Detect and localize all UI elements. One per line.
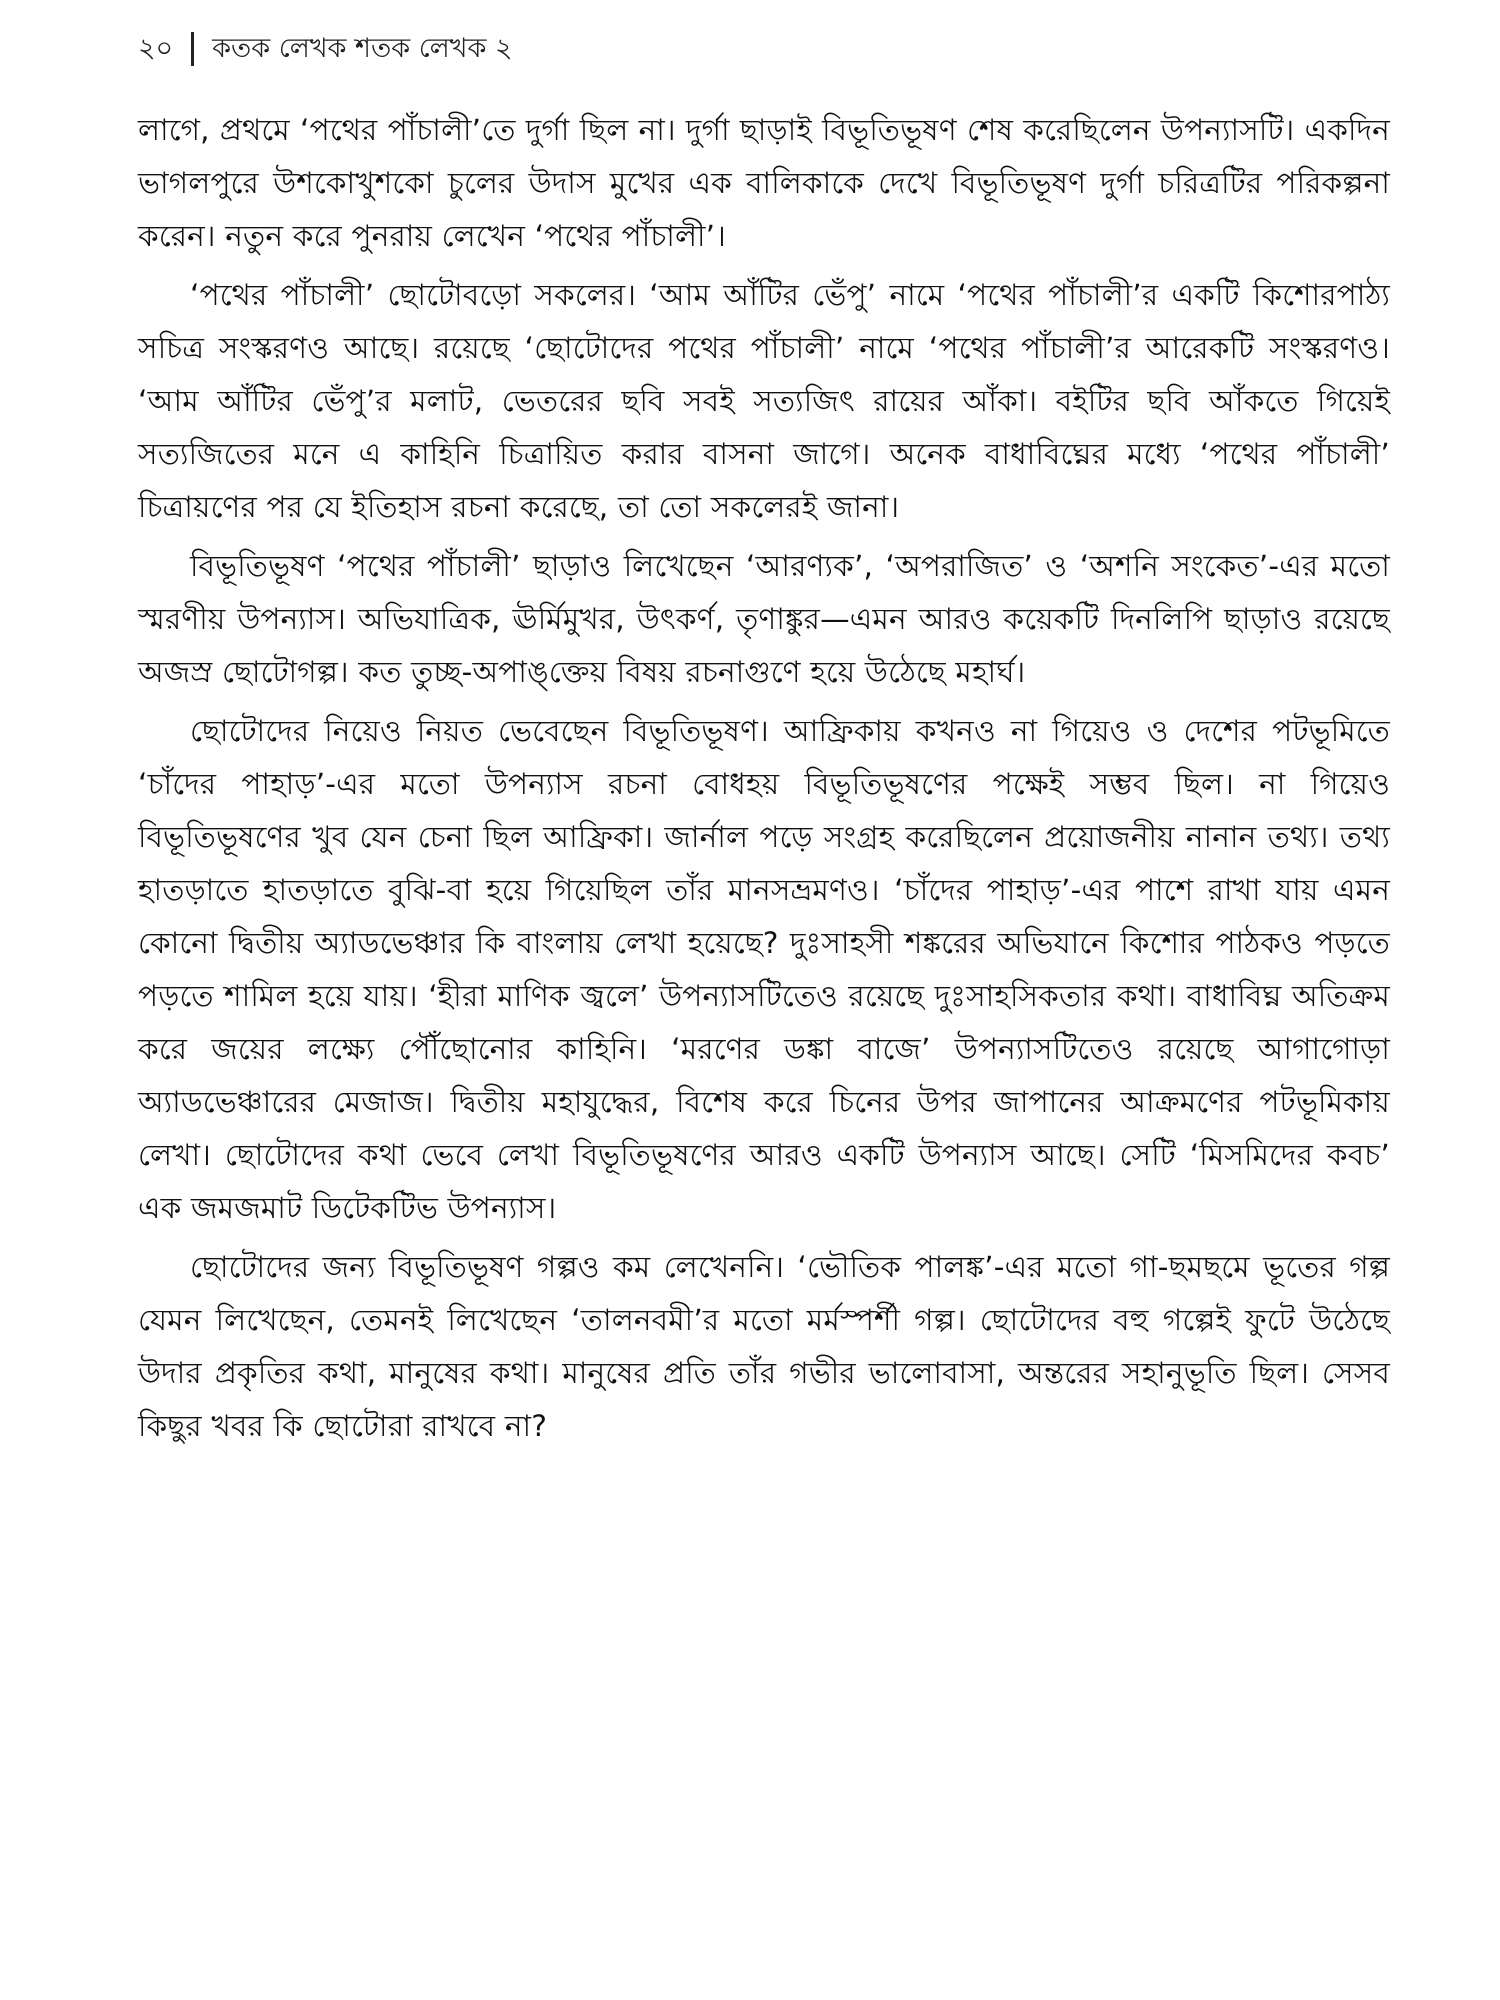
body-text [138, 104, 1390, 1453]
paragraph: লাগে, প্রথমে ‘পথের পাঁচালী’তে দুর্গা ছিল না। দুর্গা ছাড়াই বিভূতিভূষণ শেষ করেছিলেন উপন্যাসটি। একদিন ভাগলপুরে উশকোখুশকো চুলের উদাস মুখের এক বালিকাকে দেখে বিভূতিভূষণ দুর্গা চরিত্রটির পরিকল্পনা করেন। নতুন করে পুনরায় লেখেন ‘পথের পাঁচালী’। [138, 113, 1390, 253]
running-head [138, 26, 1390, 72]
paragraph: বিভূতিভূষণ ‘পথের পাঁচালী’ ছাড়াও লিখেছেন ‘আরণ্যক’, ‘অপরাজিত’ ও ‘অশনি সংকেত’-এর মতো স্মরণীয় উপন্যাস। অভিযাত্রিক, ঊর্মিমুখর, উৎকর্ণ, তৃণাঙ্কুর—এমন আরও কয়েকটি দিনলিপি ছাড়াও রয়েছে অজস্র ছোটোগল্প। কত তুচ্ছ-অপাঙ্‌ক্তেয় বিষয় রচনাগুণে হয়ে উঠেছে মহার্ঘ। [138, 549, 1390, 689]
paragraph: ‘পথের পাঁচালী’ ছোটোবড়ো সকলের। ‘আম আঁটির ভেঁপু’ নামে ‘পথের পাঁচালী’র একটি কিশোরপাঠ্য সচিত্র সংস্করণও আছে। রয়েছে ‘ছোটোদের পথের পাঁচালী’ নামে ‘পথের পাঁচালী’র আরেকটি সংস্করণও। ‘আম আঁটির ভেঁপু’র মলাট, ভেতরের ছবি সবই সত্যজিৎ রায়ের আঁকা। বইটির ছবি আঁকতে গিয়েই সত্যজিতের মনে এ কাহিনি চিত্রায়িত করার বাসনা জাগে। অনেক বাধাবিঘ্নের মধ্যে ‘পথের পাঁচালী’ চিত্রায়ণের পর যে ইতিহাস রচনা করেছে, তা তো সকলেরই জানা। [138, 278, 1390, 524]
book-title: কতক লেখক শতক লেখক ২ [212, 33, 513, 64]
paragraph: ছোটোদের জন্য বিভূতিভূষণ গল্পও কম লেখেননি। ‘ভৌতিক পালঙ্ক’-এর মতো গা-ছমছমে ভূতের গল্প যেমন লিখেছেন, তেমনই লিখেছেন ‘তালনবমী’র মতো মর্মস্পর্শী গল্প। ছোটোদের বহু গল্পেই ফুটে উঠেছে উদার প্রকৃতির কথা, মানুষের কথা। মানুষের প্রতি তাঁর গভীর ভালোবাসা, অন্তরের সহানুভূতি ছিল। সেসব কিছুর খবর কি ছোটোরা রাখবে না? [138, 1250, 1390, 1443]
running-head-divider [191, 32, 194, 66]
paragraph: ছোটোদের নিয়েও নিয়ত ভেবেছেন বিভূতিভূষণ। আফ্রিকায় কখনও না গিয়েও ও দেশের পটভূমিতে ‘চাঁদের পাহাড়’-এর মতো উপন্যাস রচনা বোধহয় বিভূতিভূষণের পক্ষেই সম্ভব ছিল। না গিয়েও বিভূতিভূষণের খুব যেন চেনা ছিল আফ্রিকা। জার্নাল পড়ে সংগ্রহ করেছিলেন প্রয়োজনীয় নানান তথ্য। তথ্য হাতড়াতে হাতড়াতে বুঝি-বা হয়ে গিয়েছিল তাঁর মানসভ্রমণও। ‘চাঁদের পাহাড়’-এর পাশে রাখা যায় এমন কোনো দ্বিতীয় অ্যাডভেঞ্চার কি বাংলায় লেখা হয়েছে? দুঃসাহসী শঙ্করের অভিযানে কিশোর পাঠকও পড়তে পড়তে শামিল হয়ে যায়। ‘হীরা মাণিক জ্বলে’ উপন্যাসটিতেও রয়েছে দুঃসাহসিকতার কথা। বাধাবিঘ্ন অতিক্রম করে জয়ের লক্ষ্যে পৌঁছোনোর কাহিনি। ‘মরণের ডঙ্কা বাজে’ উপন্যাসটিতেও রয়েছে আগাগোড়া অ্যাডভেঞ্চারের মেজাজ। দ্বিতীয় মহাযুদ্ধের, বিশেষ করে চিনের উপর জাপানের আক্রমণের পটভূমিকায় লেখা। ছোটোদের কথা ভেবে লেখা বিভূতিভূষণের আরও একটি উপন্যাস আছে। সেটি ‘মিসমিদের কবচ’ এক জমজমাট ডিটেকটিভ উপন্যাস। [138, 714, 1390, 1225]
page-number: ২০ [138, 33, 174, 64]
